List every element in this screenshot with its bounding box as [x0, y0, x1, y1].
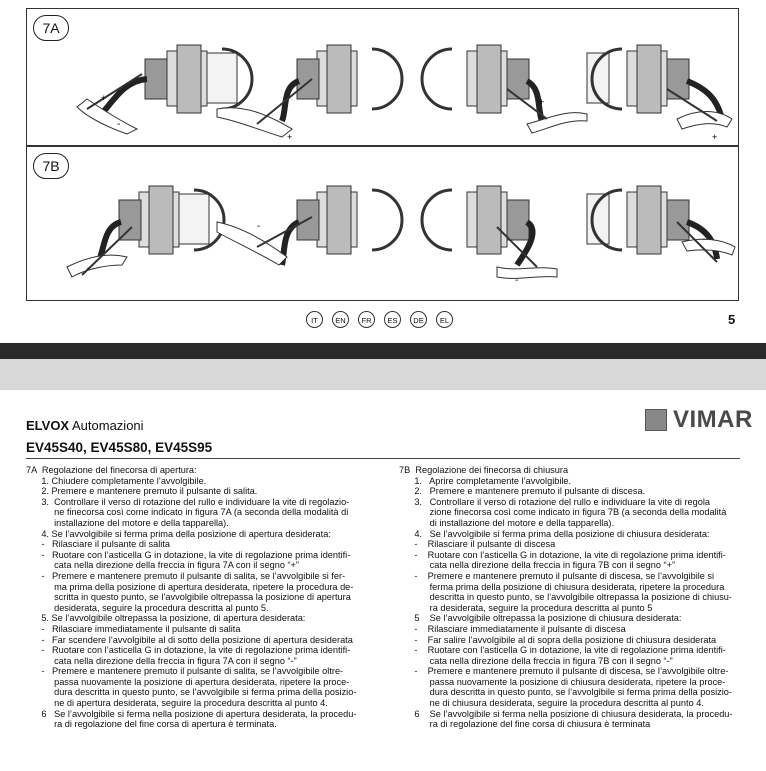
page-separator-grey [0, 359, 766, 390]
instruction-line: descritta in questo punto, se l’avvolgibile oltrepassa la posizione di chiusu- [399, 592, 732, 603]
instruction-line: 2. Premere e mantenere premuto il pulsante di salita. [26, 486, 258, 497]
instruction-line: 7A Regolazione del finecorsa di apertura: [26, 465, 197, 475]
instruction-line: 5. Se l’avvolgibile oltrepassa la posizione, di apertura desiderata: [26, 613, 306, 624]
language-es[interactable]: ES [384, 311, 401, 328]
instruction-line: ra desiderata, seguire la procedura descritta al punto 5 [399, 602, 653, 613]
motor-illustration [592, 186, 735, 262]
instruction-line: - Ruotare con l’asticella G in dotazione, la vite di regolazione prima identifi- [26, 549, 351, 560]
instruction-line: - Far salire l’avvolgibile al di sopra della posizione di chiusura desiderata [399, 634, 717, 645]
instruction-line: cata nella direzione della freccia in figura 7A con il segno “-” [26, 655, 297, 666]
language-fr[interactable]: FR [358, 311, 375, 328]
minus-sign: - [257, 221, 261, 232]
plus-sign: + [101, 93, 107, 103]
instruction-line: - Premere e mantenere premuto il pulsante di discesa, se l’avvolgibile si [399, 570, 715, 581]
instruction-line: 6 Se l’avvolgibile si ferma nella posizione di chiusura desiderata, la procedu- [399, 708, 733, 719]
language-selector [306, 311, 453, 328]
page-number: 5 [728, 312, 736, 327]
instruction-line: dura descritta in questo punto, se l’avvolgibile si ferma prima della posizio- [399, 687, 732, 698]
instruction-line: passa nuovamente la posizione di chiusura desiderata, ripetere la proce- [399, 676, 726, 687]
minus-sign: - [515, 275, 519, 286]
instruction-line: zione finecorsa così come indicato in figura 7B (a seconda della modalità [399, 507, 727, 518]
instruction-line: installazione del motore e della tapparella). [26, 517, 229, 528]
header-rule [26, 458, 740, 459]
instruction-line: 5 Se l’avvolgibile oltrepassa la posizione di chiusura desiderata: [399, 613, 682, 624]
plus-sign: + [287, 132, 293, 142]
instruction-line: 1. Chiudere completamente l’avvolgibile. [26, 475, 207, 486]
instruction-line: - Rilasciare il pulsante di salita [26, 539, 170, 550]
plus-sign: + [712, 132, 718, 142]
instruction-line: ra di regolazione del fine corsa di apertura è terminata. [26, 719, 277, 730]
minus-sign: - [87, 263, 91, 274]
instruction-line: - Ruotare con l’asticella G in dotazione, la vite di regolazione prima identifi- [26, 645, 351, 656]
instruction-line: 2. Premere e mantenere premuto il pulsante di discesa. [399, 486, 646, 497]
page-separator-dark [0, 343, 766, 359]
instruction-line: ferma prima della posizione di chiusura desiderata, ripetere la procedura [399, 581, 725, 592]
figure-7a [26, 8, 739, 146]
motor-illustration [217, 186, 402, 265]
instruction-line: di installazione del motore e della tapparella). [399, 517, 615, 528]
instruction-line: 4. Se l’avvolgibile si ferma prima della posizione di apertura desiderata: [26, 528, 331, 539]
figure-7a-illustration [27, 9, 738, 145]
motor-illustration [67, 186, 224, 277]
motor-illustration [592, 45, 732, 129]
instruction-line: ma prima della posizione di apertura desiderata, ripetere la procedura de- [26, 581, 354, 592]
instruction-line: passa nuovamente la posizione di apertura desiderata, ripetere la proce- [26, 676, 350, 687]
instruction-line: - Premere e mantenere premuto il pulsante di discesa, se l’avvolgibile oltre- [399, 666, 729, 677]
instruction-line: 7B Regolazione dei finecorsa di chiusura [399, 465, 569, 475]
minus-sign: - [702, 234, 706, 245]
figure-7b-illustration [27, 147, 738, 300]
instruction-line: - Premere e mantenere premuto il pulsante di salita, se l’avvolgibile si fer- [26, 570, 346, 581]
instruction-line: - Far scendere l’avvolgibile al di sotto della posizione di apertura desiderata [26, 634, 353, 645]
plus-sign: + [539, 97, 545, 107]
vimar-logo-icon [645, 409, 667, 431]
instruction-line: - Premere e mantenere premuto il pulsante di salita, se l’avvolgibile oltre- [26, 666, 344, 677]
instruction-line: - Rilasciare il pulsante di discesa [399, 539, 556, 550]
instruction-line: ne finecorsa così come indicato in figura 7A (a seconda della modalità di [26, 507, 349, 518]
motor-illustration [77, 45, 252, 134]
instruction-line: 6 Se l’avvolgibile si ferma nella posizione di apertura desiderata, la procedu- [26, 708, 357, 719]
instruction-line: - Rilasciare immediatamente il pulsante di salita [26, 623, 241, 634]
vimar-logo-text: VIMAR [673, 406, 753, 433]
instruction-line: scritta in questo punto, se l’avvolgibile oltrepassa la posizione di apertura [26, 592, 351, 603]
instruction-line: - Rilasciare immediatamente il pulsante di discesa [399, 623, 626, 634]
instruction-line: cata nella direzione della freccia in figura 7B con il segno “-” [399, 655, 673, 666]
instruction-line: cata nella direzione della freccia in figura 7A con il segno “+” [26, 560, 299, 571]
instructions-7a [26, 465, 371, 730]
language-it[interactable]: IT [306, 311, 323, 328]
instruction-line: 3. Controllare il verso di rotazione del rullo e individuare la vite di regola [399, 496, 711, 507]
figure-label-7a: 7A [33, 15, 69, 41]
instruction-line: - Ruotare con l’asticella G in dotazione, la vite di regolazione prima identifi- [399, 645, 726, 656]
language-de[interactable]: DE [410, 311, 427, 328]
figure-7b [26, 146, 739, 301]
brand-rest: Automazioni [69, 418, 144, 433]
instruction-line: ra di regolazione del fine corsa di chiusura è terminata [399, 719, 651, 730]
vimar-logo [645, 406, 753, 434]
instruction-line: 4. Se l’avvolgibile si ferma prima della posizione di chiusura desiderata: [399, 528, 710, 539]
figure-label-7b: 7B [33, 153, 69, 179]
motor-illustration [422, 186, 609, 278]
motor-illustration [422, 45, 609, 133]
instructions-7b [399, 465, 744, 730]
instruction-line: ne di apertura desiderata, seguire la procedura descritta al punto 4. [26, 698, 328, 709]
instruction-line: 1. Aprire completamente l’avvolgibile. [399, 475, 572, 486]
language-el[interactable]: EL [436, 311, 453, 328]
instruction-line: cata nella direzione della freccia in figura 7B con il segno “+” [399, 560, 676, 571]
instruction-line: - Ruotare con l’asticella G in dotazione, la vite di regolazione prima identifi- [399, 549, 726, 560]
instruction-line: desiderata, seguire la procedura descritta al punto 5. [26, 602, 269, 613]
language-en[interactable]: EN [332, 311, 349, 328]
instruction-line: 3. Controllare il verso di rotazione del rullo e individuare la vite di regolazio- [26, 496, 350, 507]
brand-title [26, 418, 144, 433]
minus-sign: - [117, 119, 121, 130]
brand-bold: ELVOX [26, 418, 70, 433]
instruction-line: ne di chiusura desiderata, seguire la procedura descritta al punto 4. [399, 698, 704, 709]
model-list: EV45S40, EV45S80, EV45S95 [26, 440, 213, 455]
instruction-line: dura descritta in questo punto, se l’avvolgibile si ferma prima della posizio- [26, 687, 357, 698]
